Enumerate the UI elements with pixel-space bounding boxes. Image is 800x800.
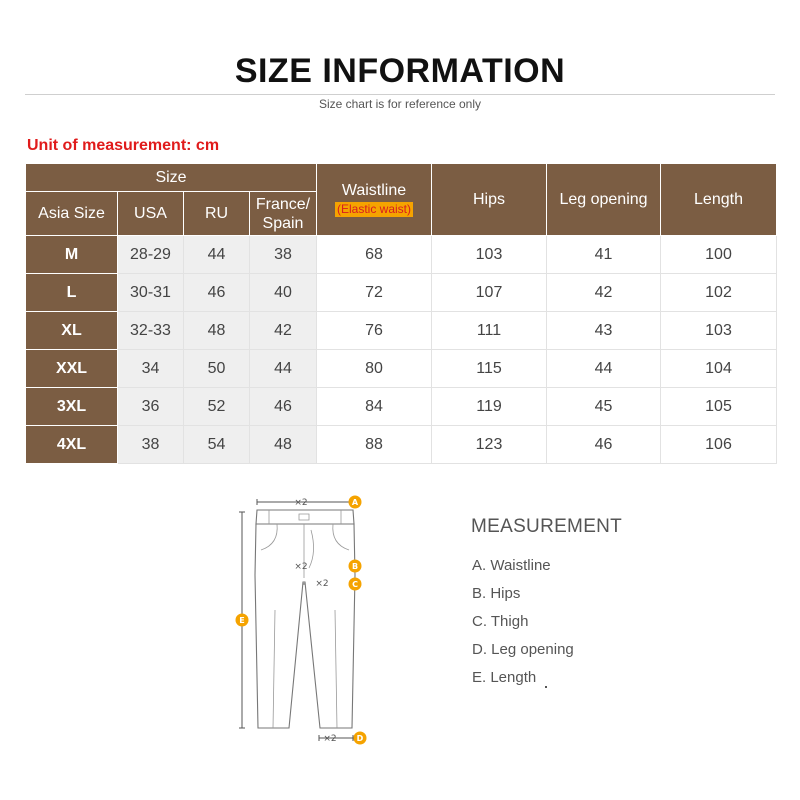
table-cell: 45	[547, 388, 661, 426]
table-cell: 119	[432, 388, 547, 426]
size-group-header: Size	[26, 164, 317, 192]
thigh-multiplier: ×2	[315, 579, 329, 589]
table-cell: 123	[432, 426, 547, 464]
unit-label: Unit of measurement: cm	[27, 137, 220, 154]
table-cell: 54	[184, 426, 250, 464]
size-label-cell: L	[26, 274, 118, 312]
table-cell: 105	[661, 388, 777, 426]
table-cell: 42	[250, 312, 317, 350]
table-cell: 106	[661, 426, 777, 464]
table-cell: 44	[547, 350, 661, 388]
table-cell: 88	[317, 426, 432, 464]
elastic-waist-note: (Elastic waist)	[336, 201, 411, 216]
marker-b-label: B	[351, 562, 359, 571]
table-cell: 28-29	[118, 236, 184, 274]
table-cell: 102	[661, 274, 777, 312]
measurement-list	[472, 557, 574, 697]
table-cell: 44	[250, 350, 317, 388]
table-cell: 52	[184, 388, 250, 426]
ru-header: RU	[184, 192, 250, 236]
table-cell: 38	[118, 426, 184, 464]
measurement-title: MEASUREMENT	[471, 516, 623, 537]
hips-header: Hips	[432, 164, 547, 236]
table-cell: 34	[118, 350, 184, 388]
table-cell: 48	[250, 426, 317, 464]
table-cell: 115	[432, 350, 547, 388]
measurement-item-leg-opening: D. Leg opening	[472, 641, 574, 658]
title-divider	[25, 94, 775, 95]
table-cell: 40	[250, 274, 317, 312]
table-cell: 50	[184, 350, 250, 388]
table-cell: 36	[118, 388, 184, 426]
marker-d-label: D	[356, 734, 364, 743]
hips-multiplier: ×2	[294, 562, 308, 572]
table-cell: 43	[547, 312, 661, 350]
waistline-header-label: Waistline	[341, 181, 407, 199]
table-row	[26, 312, 777, 350]
table-cell: 107	[432, 274, 547, 312]
size-label-cell: 4XL	[26, 426, 118, 464]
table-cell: 103	[661, 312, 777, 350]
table-cell: 42	[547, 274, 661, 312]
table-row	[26, 350, 777, 388]
size-label-cell: XL	[26, 312, 118, 350]
marker-a-label: A	[351, 498, 359, 507]
measurement-item-length: E. Length	[472, 669, 537, 686]
table-cell: 46	[250, 388, 317, 426]
size-label-cell: XXL	[26, 350, 118, 388]
table-cell: 38	[250, 236, 317, 274]
table-row	[26, 274, 777, 312]
table-row	[26, 236, 777, 274]
pants-diagram	[225, 490, 375, 750]
table-cell: 46	[547, 426, 661, 464]
table-cell: 44	[184, 236, 250, 274]
table-cell: 48	[184, 312, 250, 350]
table-cell: 104	[661, 350, 777, 388]
usa-header: USA	[118, 192, 184, 236]
table-cell: 100	[661, 236, 777, 274]
measurement-item-thigh: C. Thigh	[472, 613, 529, 630]
measurement-item-waistline: A. Waistline	[472, 557, 551, 574]
table-cell: 32-33	[118, 312, 184, 350]
leg-opening-multiplier: ×2	[323, 734, 337, 744]
size-table-body	[26, 236, 777, 464]
size-table	[25, 163, 777, 464]
france-spain-header: France/ Spain	[250, 192, 317, 236]
page-title: SIZE INFORMATION	[234, 52, 566, 90]
table-cell: 68	[317, 236, 432, 274]
table-cell: 103	[432, 236, 547, 274]
table-cell: 84	[317, 388, 432, 426]
asia-size-header: Asia Size	[26, 192, 118, 236]
size-label-cell: M	[26, 236, 118, 274]
size-label-cell: 3XL	[26, 388, 118, 426]
table-cell: 76	[317, 312, 432, 350]
measurement-item-hips: B. Hips	[472, 585, 521, 602]
table-row	[26, 388, 777, 426]
waistline-header	[317, 164, 432, 236]
table-cell: 111	[432, 312, 547, 350]
marker-c-label: C	[352, 580, 358, 589]
leg-opening-header: Leg opening	[547, 164, 661, 236]
stray-dot	[545, 686, 547, 688]
table-cell: 30-31	[118, 274, 184, 312]
waist-multiplier: ×2	[294, 498, 308, 508]
length-header: Length	[661, 164, 777, 236]
table-cell: 41	[547, 236, 661, 274]
page-subtitle: Size chart is for reference only	[318, 97, 482, 111]
marker-e-label: E	[239, 616, 245, 625]
table-row	[26, 426, 777, 464]
table-cell: 46	[184, 274, 250, 312]
table-cell: 80	[317, 350, 432, 388]
table-cell: 72	[317, 274, 432, 312]
